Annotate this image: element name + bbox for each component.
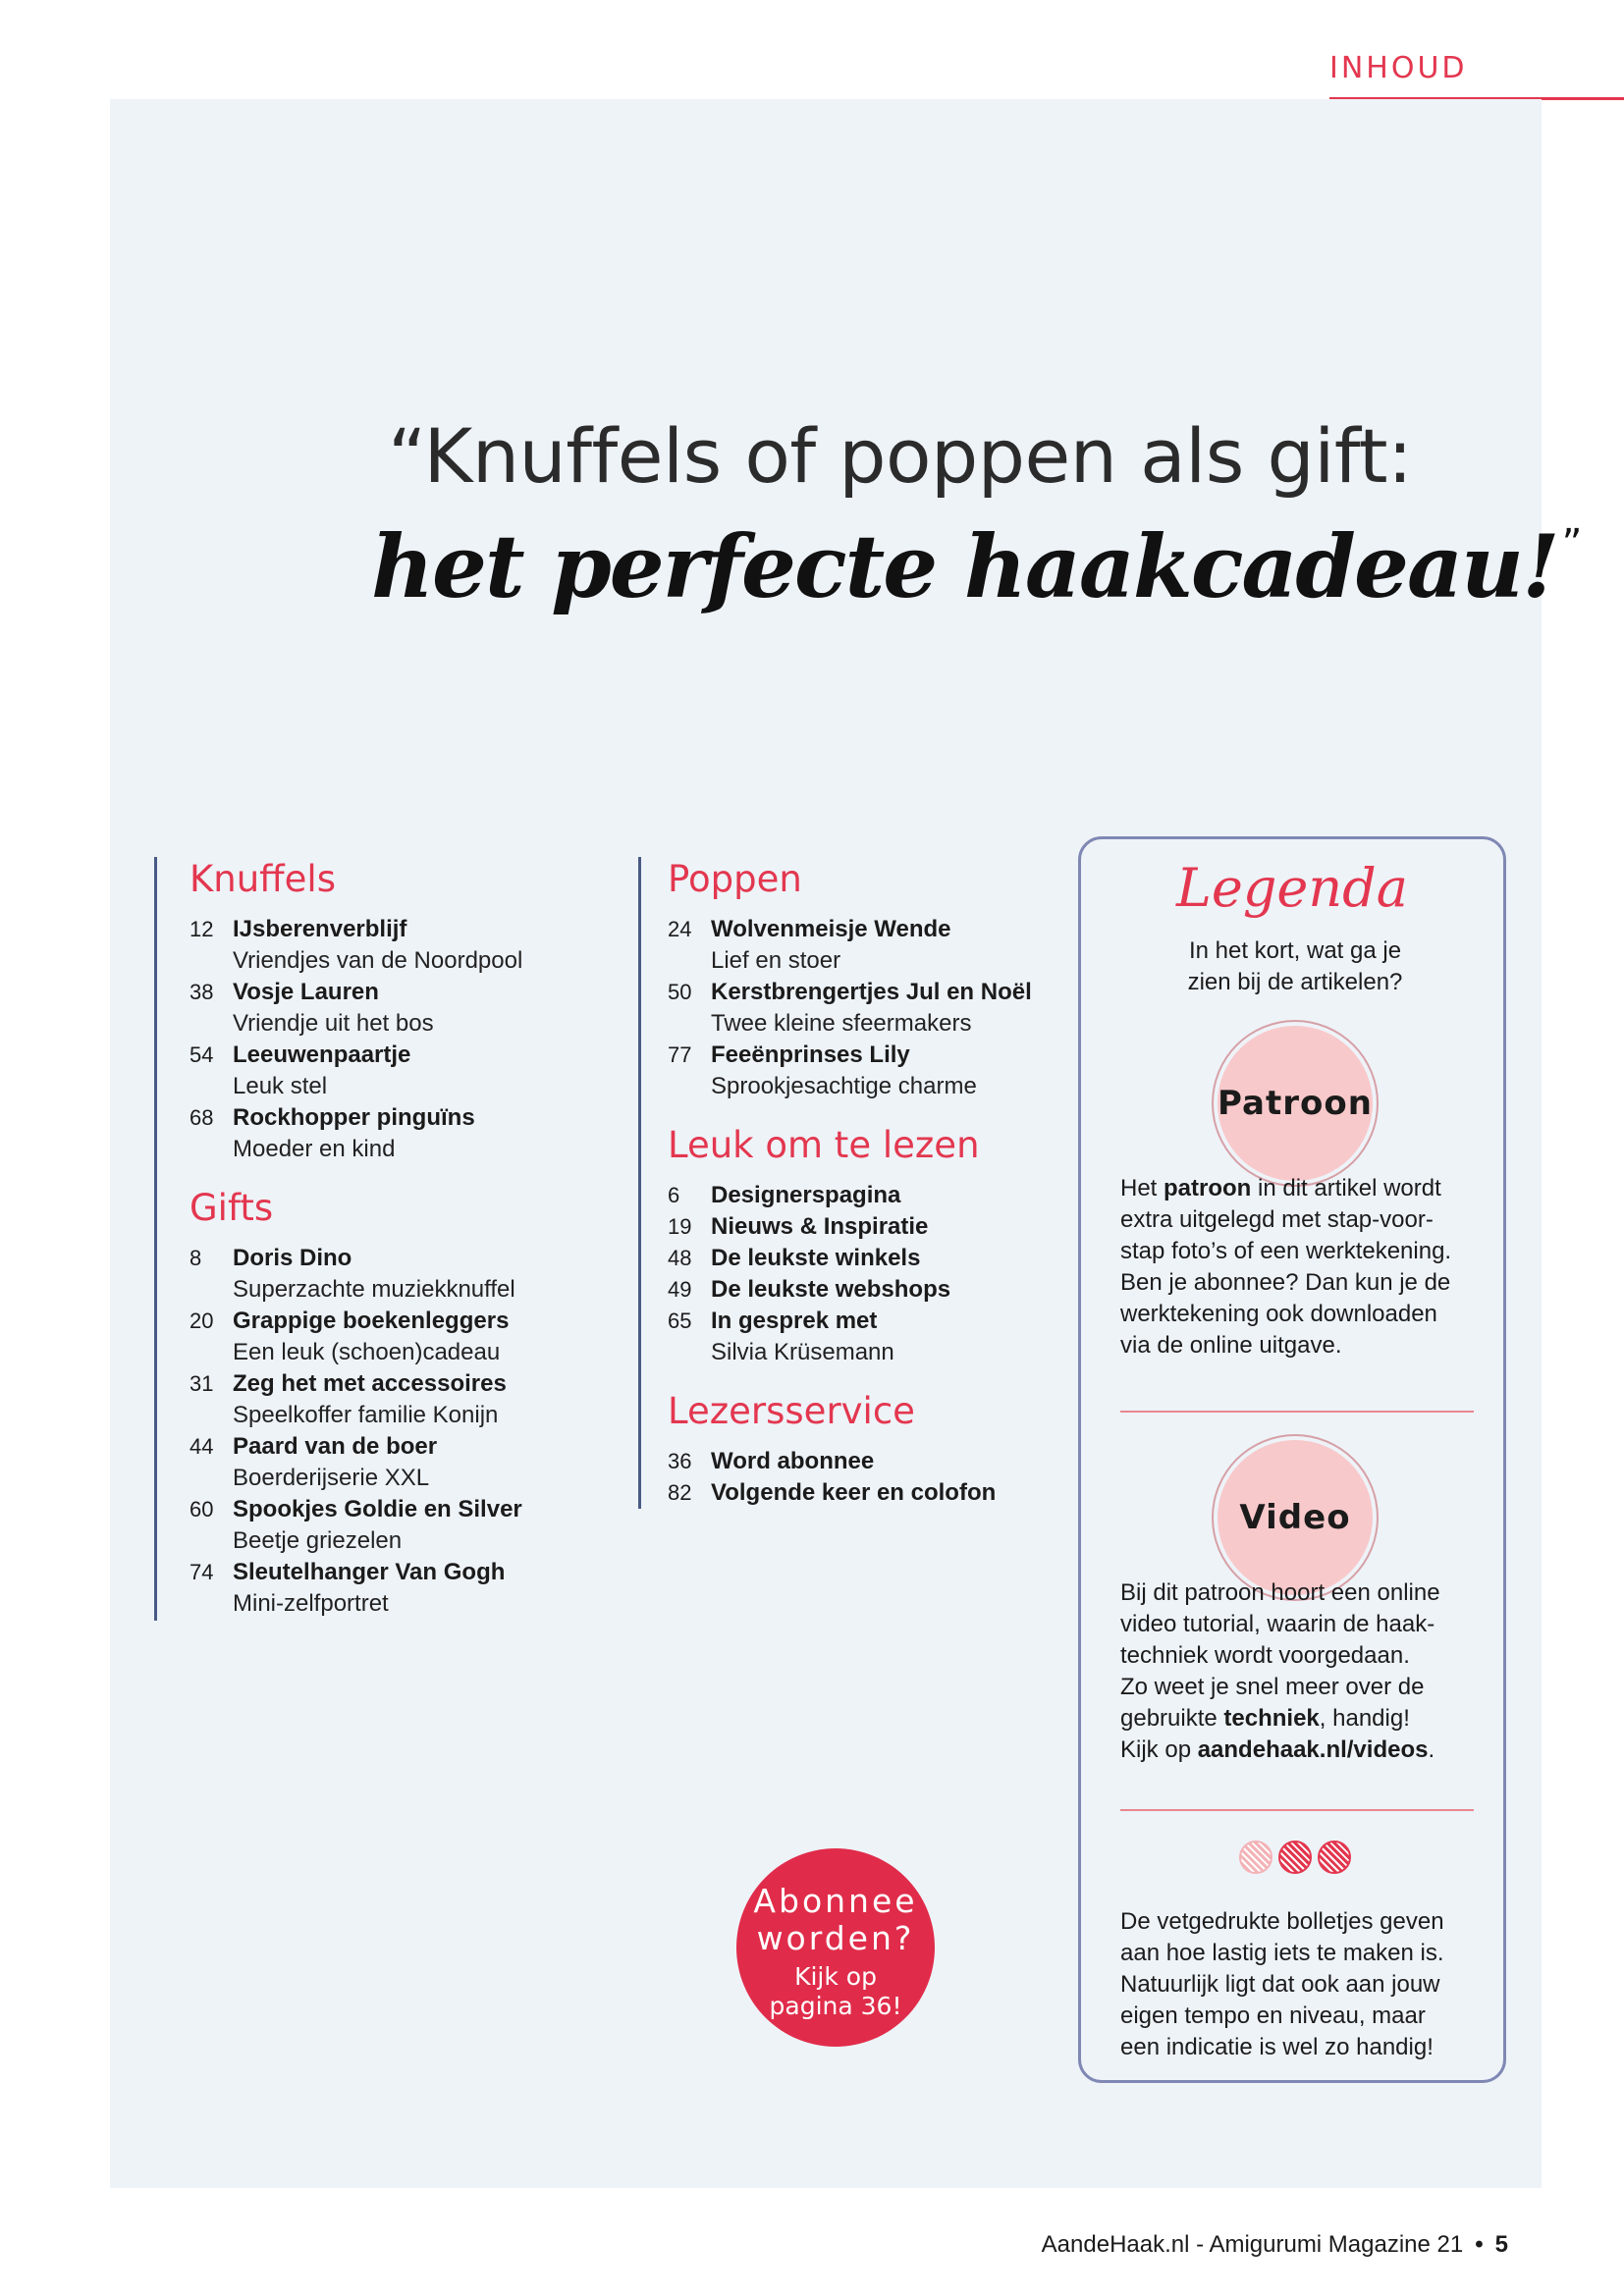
- section-title-gifts: Gifts: [189, 1187, 274, 1229]
- legend-text: gebruikte: [1120, 1705, 1224, 1732]
- legend-text-line: [1120, 1267, 1484, 1299]
- toc-page-number: 74: [189, 1560, 214, 1584]
- toc-entry-title: De leukste webshops: [711, 1276, 951, 1303]
- subscribe-line: worden?: [756, 1919, 915, 1957]
- toc-section-poppen: [668, 858, 1080, 1102]
- toc-entry-title: Vosje Lauren: [233, 979, 379, 1005]
- subscribe-line: Abonnee: [753, 1882, 918, 1920]
- toc-entry[interactable]: [668, 1446, 1080, 1477]
- toc-entry-subtitle: Een leuk (schoen)cadeau: [233, 1339, 501, 1365]
- toc-section-gifts: [189, 1187, 602, 1620]
- section-title-poppen: Poppen: [668, 858, 802, 900]
- legend-text-line: [1120, 1640, 1484, 1672]
- legend-text-line: [1120, 1969, 1484, 2001]
- toc-entry[interactable]: [189, 977, 602, 1008]
- toc-entry[interactable]: [189, 1040, 602, 1071]
- subscribe-badge[interactable]: [736, 1848, 935, 2047]
- section-label: INHOUD: [1329, 51, 1468, 85]
- legend-text-line: [1120, 1577, 1484, 1609]
- legend-intro: [1101, 935, 1489, 998]
- legend-text-line: [1120, 1330, 1484, 1362]
- legend-text-line: [1120, 2001, 1484, 2032]
- toc-page-number: 36: [668, 1449, 692, 1473]
- quote-close-mark: ”: [1561, 521, 1581, 566]
- patroon-badge: [1218, 1026, 1373, 1181]
- legend-text: Kijk op: [1120, 1736, 1198, 1763]
- difficulty-description: [1120, 1906, 1484, 2063]
- toc-entry-subtitle: Superzachte muziekknuffel: [233, 1276, 515, 1303]
- legend-text: , handig!: [1319, 1705, 1410, 1732]
- legend-text: techniek wordt voorgedaan.: [1120, 1642, 1410, 1669]
- toc-list: [668, 914, 1080, 1102]
- video-description: [1120, 1577, 1484, 1766]
- difficulty-dot-icon: [1318, 1841, 1351, 1874]
- legend-text: in dit artikel wordt: [1251, 1175, 1441, 1201]
- toc-entry[interactable]: [668, 1243, 1080, 1274]
- toc-section-knuffels: [189, 858, 602, 1165]
- toc-entry[interactable]: [668, 914, 1080, 945]
- toc-entry-title: Word abonnee: [711, 1448, 875, 1474]
- toc-entry-subtitle: Boerderijserie XXL: [233, 1465, 430, 1491]
- legend-text: extra uitgelegd met stap-voor-: [1120, 1206, 1434, 1233]
- toc-entry[interactable]: [189, 1431, 602, 1463]
- legend-text: Het: [1120, 1175, 1164, 1201]
- subscribe-line: Kijk op: [794, 1962, 877, 1991]
- toc-entry-subtitle: Leuk stel: [233, 1073, 328, 1099]
- toc-entry[interactable]: [668, 1040, 1080, 1071]
- toc-entry-subtitle: Silvia Krüsemann: [711, 1339, 894, 1365]
- legend-text: .: [1428, 1736, 1435, 1763]
- toc-entry-title: Volgende keer en colofon: [711, 1479, 997, 1506]
- toc-page-number: 20: [189, 1308, 214, 1333]
- toc-entry-subtitle: Sprookjesachtige charme: [711, 1073, 977, 1099]
- toc-entry-subtitle: Vriendje uit het bos: [233, 1010, 434, 1037]
- toc-page-number: 60: [189, 1497, 214, 1522]
- toc-entry-title: Spookjes Goldie en Silver: [233, 1496, 522, 1522]
- toc-list: [189, 914, 602, 1165]
- toc-entry-title: Wolvenmeisje Wende: [711, 916, 951, 942]
- section-title-knuffels: Knuffels: [189, 858, 336, 900]
- toc-entry-subtitle: Lief en stoer: [711, 947, 841, 974]
- difficulty-dot-icon: [1239, 1841, 1272, 1874]
- toc-page-number: 49: [668, 1277, 692, 1302]
- toc-entry[interactable]: [189, 914, 602, 945]
- toc-section-lezersservice: [668, 1390, 1080, 1509]
- toc-page-number: 12: [189, 917, 214, 941]
- legend-text: werktekening ook downloaden: [1120, 1301, 1437, 1327]
- toc-column-1: [189, 858, 602, 1620]
- toc-entry-title: Kerstbrengertjes Jul en Noël: [711, 979, 1032, 1005]
- toc-entry-title: Zeg het met accessoires: [233, 1370, 507, 1397]
- toc-page-number: 44: [189, 1434, 214, 1459]
- legend-text-line: [1120, 1735, 1484, 1766]
- toc-entry-title: IJsberenverblijf: [233, 916, 407, 942]
- legend-text-line: [1120, 1938, 1484, 1969]
- toc-entry-subtitle: Beetje griezelen: [233, 1527, 403, 1554]
- toc-entry[interactable]: [668, 1180, 1080, 1211]
- legend-text: Bij dit patroon hoort een online: [1120, 1579, 1440, 1606]
- toc-page-number: 77: [668, 1042, 692, 1067]
- toc-page-number: 19: [668, 1214, 692, 1239]
- legend-text-line: [1120, 1906, 1484, 1938]
- section-title-lezersservice: Lezersservice: [668, 1390, 915, 1432]
- toc-entry-title: Designerspagina: [711, 1182, 901, 1208]
- toc-section-leuk-om-te-lezen: [668, 1124, 1080, 1368]
- toc-entry-title: Doris Dino: [233, 1245, 352, 1271]
- legend-text-line: [1120, 1173, 1484, 1204]
- footer-publication: AandeHaak.nl - Amigurumi Magazine 21: [1041, 2231, 1464, 2258]
- legend-box: [1078, 836, 1506, 2083]
- toc-entry-subtitle: Moeder en kind: [233, 1136, 396, 1162]
- legend-bold-text: techniek: [1223, 1705, 1320, 1732]
- legend-text: video tutorial, waarin de haak-: [1120, 1611, 1435, 1637]
- column-2-rule: [638, 857, 641, 1509]
- toc-column-2: [668, 858, 1080, 1509]
- toc-entry-title: Paard van de boer: [233, 1433, 438, 1460]
- toc-entry[interactable]: [189, 1102, 602, 1134]
- legend-text: stap foto’s of een werktekening.: [1120, 1238, 1452, 1264]
- toc-page-number: 38: [189, 980, 214, 1004]
- toc-entry[interactable]: [668, 977, 1080, 1008]
- toc-entry[interactable]: [668, 1477, 1080, 1509]
- difficulty-dots: [1239, 1841, 1351, 1874]
- toc-page-number: 50: [668, 980, 692, 1004]
- toc-page-number: 6: [668, 1183, 680, 1207]
- patroon-description: [1120, 1173, 1484, 1362]
- legend-text: Ben je abonnee? Dan kun je de: [1120, 1269, 1451, 1296]
- patroon-badge-label: Patroon: [1218, 1084, 1373, 1123]
- video-badge: [1218, 1440, 1373, 1595]
- toc-entry[interactable]: [668, 1211, 1080, 1243]
- toc-entry-title: De leukste winkels: [711, 1245, 921, 1271]
- toc-entry-subtitle: Vriendjes van de Noordpool: [233, 947, 523, 974]
- toc-list: [668, 1446, 1080, 1509]
- legend-text-line: [1120, 2032, 1484, 2063]
- legend-text-line: [1120, 1672, 1484, 1703]
- toc-entry[interactable]: [668, 1306, 1080, 1337]
- legend-bold-text: patroon: [1164, 1175, 1252, 1201]
- toc-entry-title: Leeuwenpaartje: [233, 1041, 411, 1068]
- legend-text-line: [1120, 1236, 1484, 1267]
- column-1-rule: [154, 857, 157, 1621]
- quote-line-2-text: het perfecte haakcadeau!: [371, 515, 1558, 617]
- toc-entry-subtitle: Speelkoffer familie Konijn: [233, 1402, 499, 1428]
- toc-page-number: 65: [668, 1308, 692, 1333]
- video-badge-label: Video: [1239, 1498, 1351, 1537]
- toc-entry[interactable]: [189, 1494, 602, 1525]
- toc-list: [668, 1180, 1080, 1368]
- legend-text: Zo weet je snel meer over de: [1120, 1674, 1425, 1700]
- legend-divider: [1120, 1411, 1474, 1413]
- toc-entry-subtitle: Mini-zelfportret: [233, 1590, 389, 1617]
- toc-entry-title: Feeënprinses Lily: [711, 1041, 910, 1068]
- page-footer: [1042, 2231, 1508, 2259]
- footer-separator: •: [1475, 2231, 1484, 2258]
- legend-bold-text: aandehaak.nl/videos: [1197, 1736, 1429, 1763]
- toc-page-number: 68: [189, 1105, 214, 1130]
- legend-text-line: [1120, 1609, 1484, 1640]
- legend-text: via de online uitgave.: [1120, 1332, 1342, 1359]
- toc-page-number: 31: [189, 1371, 214, 1396]
- legend-text-line: [1120, 1703, 1484, 1735]
- legend-text: eigen tempo en niveau, maar: [1120, 2002, 1426, 2029]
- toc-entry-title: Rockhopper pinguïns: [233, 1104, 475, 1131]
- legend-intro-line: zien bij de artikelen?: [1187, 969, 1403, 995]
- legend-text-line: [1120, 1204, 1484, 1236]
- section-title-leuk-om-te-lezen: Leuk om te lezen: [668, 1124, 980, 1166]
- toc-entry[interactable]: [668, 1274, 1080, 1306]
- quote-line-2: [371, 515, 1581, 617]
- legend-intro-line: In het kort, wat ga je: [1188, 937, 1402, 964]
- difficulty-dot-icon: [1278, 1841, 1312, 1874]
- toc-entry-subtitle: Twee kleine sfeermakers: [711, 1010, 972, 1037]
- quote-line-1: “Knuffels of poppen als gift:: [388, 412, 1413, 500]
- legend-text: aan hoe lastig iets te maken is.: [1120, 1940, 1444, 1966]
- toc-page-number: 54: [189, 1042, 214, 1067]
- toc-entry-title: In gesprek met: [711, 1308, 878, 1334]
- toc-entry-title: Sleutelhanger Van Gogh: [233, 1559, 506, 1585]
- legend-text: Natuurlijk ligt dat ook aan jouw: [1120, 1971, 1440, 1998]
- toc-page-number: 82: [668, 1480, 692, 1505]
- toc-entry[interactable]: [189, 1368, 602, 1400]
- toc-entry[interactable]: [189, 1243, 602, 1274]
- toc-entry[interactable]: [189, 1306, 602, 1337]
- toc-entry[interactable]: [189, 1557, 602, 1588]
- toc-page-number: 24: [668, 917, 692, 941]
- toc-entry-title: Grappige boekenleggers: [233, 1308, 510, 1334]
- toc-page-number: 48: [668, 1246, 692, 1270]
- subscribe-line: pagina 36!: [769, 1992, 902, 2020]
- toc-list: [189, 1243, 602, 1620]
- toc-entry-title: Nieuws & Inspiratie: [711, 1213, 929, 1240]
- legend-text: De vetgedrukte bolletjes geven: [1120, 1908, 1444, 1935]
- legend-divider: [1120, 1809, 1474, 1811]
- legend-text: een indicatie is wel zo handig!: [1120, 2034, 1434, 2060]
- page-number: 5: [1494, 2231, 1508, 2258]
- toc-page-number: 8: [189, 1246, 202, 1270]
- legend-text-line: [1120, 1299, 1484, 1330]
- legend-title: Legenda: [1176, 857, 1408, 919]
